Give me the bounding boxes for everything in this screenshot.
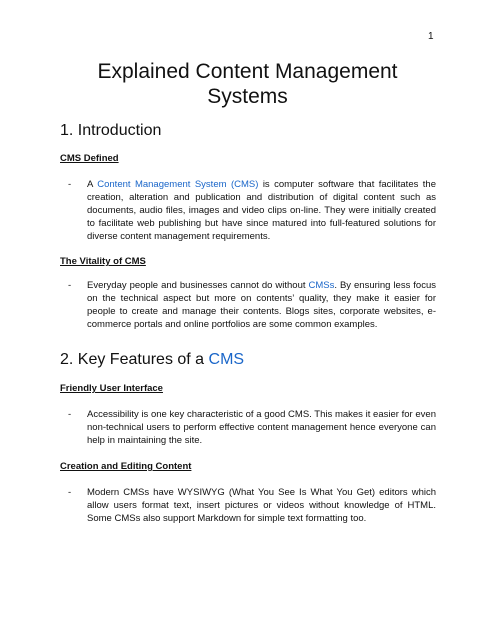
bullet-text: Everyday people and businesses cannot do without CMSs. By ensuring less focus on the technical aspect but more on contents’ quality, they make it easier for people to create and manage their contents. Blogs sites, corporate websites, e-commerce portals and online portfolios are some common examples. <box>87 280 436 330</box>
bullet-cms-defined <box>68 178 436 243</box>
section-heading-introduction: 1. Introduction <box>60 122 162 139</box>
section-heading-key-features: 2. Key Features of a CMS <box>60 351 245 368</box>
title-line-1: Explained Content Management <box>97 60 398 83</box>
subheading-creation-editing: Creation and Editing Content <box>60 461 192 472</box>
title-line-2: Systems <box>207 85 288 108</box>
document-title <box>60 59 435 109</box>
bullet-vitality <box>68 279 436 331</box>
bullet-friendly-ui <box>68 408 436 447</box>
bullet-text: A Content Management System (CMS) is computer software that facilitates the creation, alteration and publication and distribution of digital content such as documents, audio files, images and video clips on-line. They were initially created to facilitate web publishing but have since matured into full-featured solutions for diverse content management requirements. <box>87 179 436 242</box>
subheading-cms-defined: CMS Defined <box>60 153 119 164</box>
page-number: 1 <box>428 31 434 42</box>
bullet-dash: - <box>68 487 72 498</box>
cms-link[interactable]: Content Management System (CMS) <box>97 179 259 190</box>
bullet-text: Accessibility is one key characteristic of a good CMS. This makes it easier for even non-technical users to perform effective content management hence everyone can help in maintaining the site. <box>87 409 436 446</box>
cms-heading-link[interactable]: CMS <box>208 351 245 368</box>
bullet-dash: - <box>68 409 72 420</box>
bullet-creation-editing <box>68 486 436 525</box>
bullet-dash: - <box>68 280 72 291</box>
subheading-friendly-ui: Friendly User Interface <box>60 383 163 394</box>
cmss-link[interactable]: CMSs <box>308 280 335 291</box>
bullet-text: Modern CMSs have WYSIWYG (What You See Is What You Get) editors which allow users format text, insert pictures or videos without knowledge of HTML. Some CMSs also support Markdown for simple text formatting too. <box>87 487 436 524</box>
bullet-dash: - <box>68 179 72 190</box>
subheading-vitality-of-cms: The Vitality of CMS <box>60 256 146 267</box>
